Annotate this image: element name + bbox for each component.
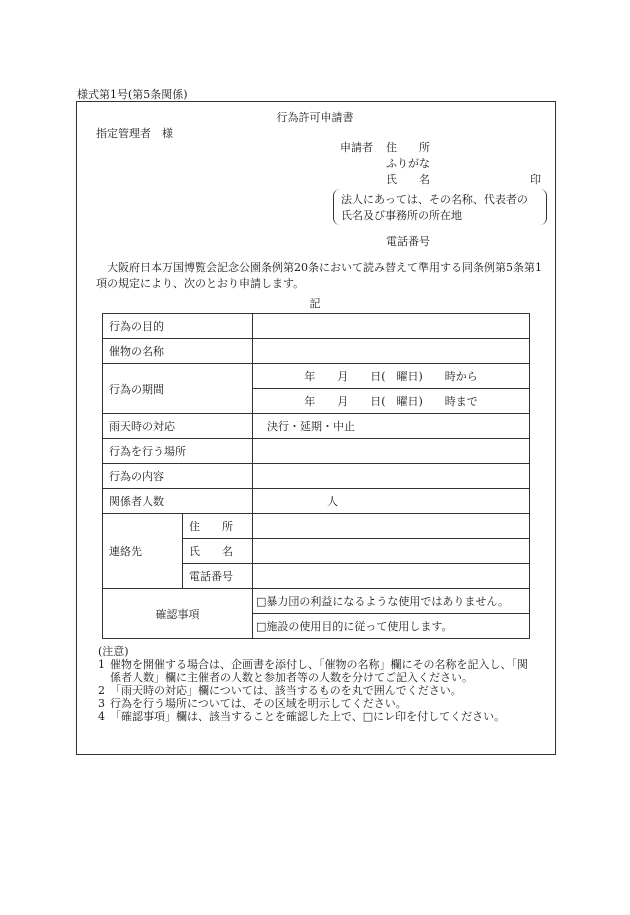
application-statement-text: 大阪府日本万国博覧会記念公園条例第20条において読み替えて準用する同条例第5条第1項の規定により、次のとおり申請します。 (96, 261, 542, 290)
corporation-note-line1: 法人にあっては、その名称、代表者の (341, 193, 528, 206)
persons-label: 関係者人数 (103, 489, 253, 514)
note-number: 4 (98, 710, 105, 723)
period-from-field[interactable]: 年 月 日( 曜日) 時から (253, 364, 530, 389)
note-number: 2 (98, 684, 105, 697)
contact-address-label: 住 所 (183, 514, 253, 539)
record-label: 記 (309, 297, 321, 310)
content-label: 行為の内容 (103, 464, 253, 489)
table-row (103, 514, 530, 539)
note-number: 3 (98, 697, 105, 710)
note-item (98, 658, 538, 684)
place-field[interactable] (253, 439, 530, 464)
event-name-label: 催物の名称 (103, 339, 253, 364)
note-text: 行為を行う場所については、その区域を明示してください。 (110, 697, 407, 710)
period-label: 行為の期間 (103, 364, 253, 414)
seal-mark: 印 (530, 173, 541, 186)
rain-label: 雨天時の対応 (103, 414, 253, 439)
contact-label: 連絡先 (103, 514, 183, 589)
table-row (103, 364, 530, 389)
contact-address-field[interactable] (253, 514, 530, 539)
table-row (103, 414, 530, 439)
content-field[interactable] (253, 464, 530, 489)
note-text: 「雨天時の対応」欄については、該当するものを丸で囲んでください。 (110, 684, 462, 697)
purpose-label: 行為の目的 (103, 314, 253, 339)
rain-options[interactable]: 決行・延期・中止 (253, 414, 530, 439)
applicant-name-label: 氏 名 (386, 173, 430, 186)
confirm-checkbox-1[interactable]: □暴力団の利益になるような使用ではありません。 (253, 589, 530, 614)
contact-phone-field[interactable] (253, 564, 530, 589)
period-to-field[interactable]: 年 月 日( 曜日) 時まで (253, 389, 530, 414)
note-number: 1 (98, 658, 105, 671)
application-statement (96, 260, 546, 292)
purpose-field[interactable] (253, 314, 530, 339)
table-row (103, 489, 530, 514)
table-row (103, 339, 530, 364)
event-name-field[interactable] (253, 339, 530, 364)
table-row (103, 464, 530, 489)
application-table (102, 313, 530, 639)
table-row (103, 439, 530, 464)
confirm-label: 確認事項 (103, 589, 253, 639)
applicant-address-label: 住 所 (386, 141, 430, 154)
applicant-phone-label: 電話番号 (386, 235, 430, 248)
addressee: 指定管理者 様 (96, 127, 173, 140)
place-label: 行為を行う場所 (103, 439, 253, 464)
table-row (103, 314, 530, 339)
confirm-checkbox-2[interactable]: □施設の使用目的に従って使用します。 (253, 614, 530, 639)
note-text: 催物を開催する場合は、企画書を添付し、「催物の名称」欄にその名称を記入し、「関係者人数」欄に主催者の人数と参加者等の人数を分けてご記入ください。 (110, 658, 528, 684)
notes-heading: (注意) (98, 645, 129, 658)
note-item (98, 697, 538, 710)
table-row (103, 589, 530, 614)
persons-field[interactable]: 人 (253, 489, 530, 514)
note-item (98, 710, 538, 723)
document-title: 行為許可申請書 (276, 111, 354, 124)
note-item (98, 684, 538, 697)
contact-name-field[interactable] (253, 539, 530, 564)
applicant-furigana-label: ふりがな (386, 157, 430, 170)
notes-section (98, 645, 538, 723)
contact-name-label: 氏 名 (183, 539, 253, 564)
form-number: 様式第1号(第5条関係) (77, 88, 188, 101)
contact-phone-label: 電話番号 (183, 564, 253, 589)
corporation-note-line2: 氏名及び事務所の所在地 (341, 209, 462, 222)
applicant-label: 申請者 (340, 141, 373, 154)
note-text: 「確認事項」欄は、該当することを確認した上で、□にレ印を付してください。 (110, 710, 506, 723)
